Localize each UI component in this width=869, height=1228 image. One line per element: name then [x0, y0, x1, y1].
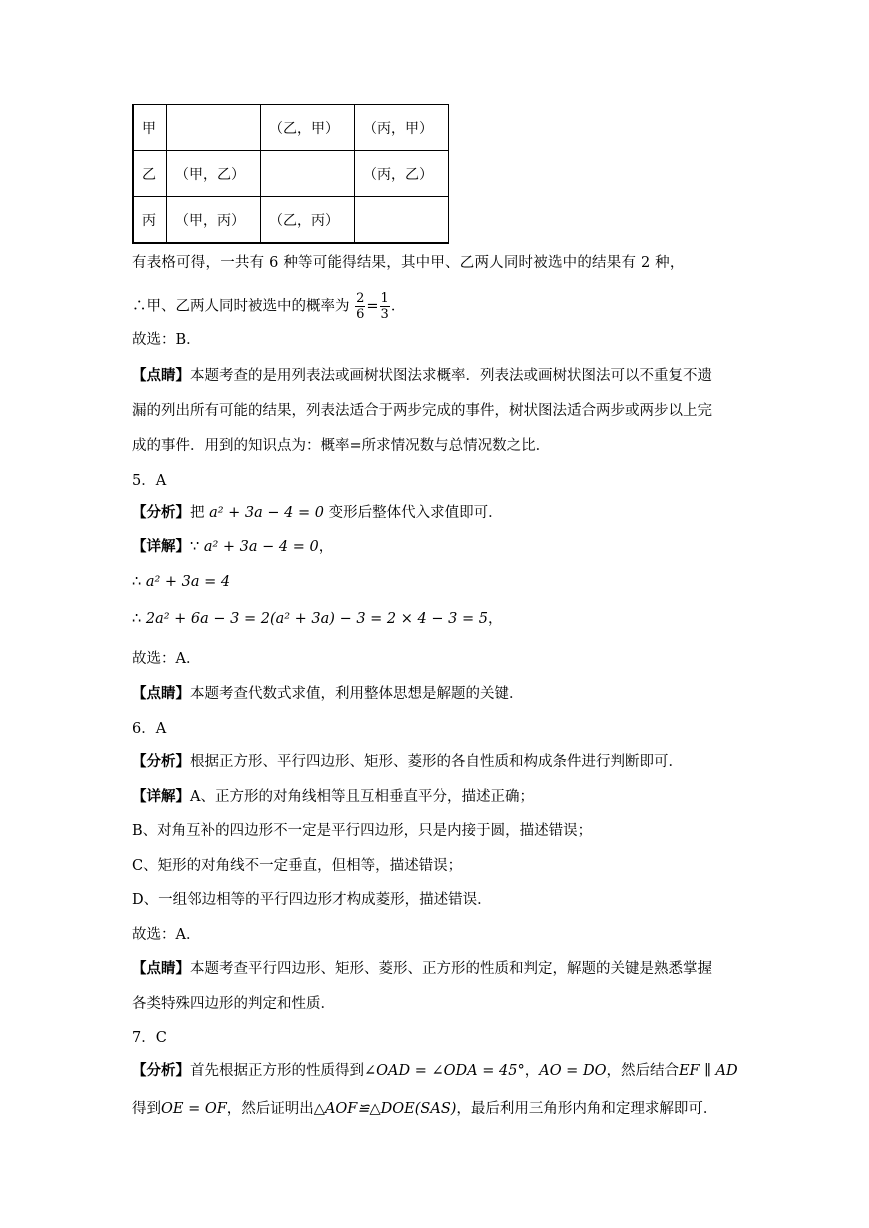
q6-number: 6．A	[132, 721, 167, 737]
analysis-tag: 【分析】	[132, 504, 190, 521]
fraction-numerator: 1	[380, 291, 389, 306]
analysis-text: 首先根据正方形的性质得到	[190, 1063, 364, 1079]
table-cell: 丙	[133, 197, 167, 244]
detail-tag: 【详解】	[132, 538, 190, 555]
q7-analysis-line-1	[132, 1061, 738, 1081]
because-symbol: ∵	[190, 539, 200, 555]
detail-text: A、正方形的对角线相等且互相垂直平分，描述正确；	[190, 789, 534, 805]
note-text: 本题考查代数式求值，利用整体思想是解题的关键．	[190, 686, 524, 702]
q6-note-line-1	[132, 959, 712, 979]
table-cell: （丙，乙）	[355, 151, 449, 197]
fraction-denominator: 6	[356, 307, 365, 322]
q4-note-line-1	[132, 366, 712, 386]
q6-answer: 故选：A．	[132, 927, 201, 943]
punctuation: ，	[487, 611, 503, 627]
analysis-text: 变形后整体代入求值即可．	[328, 505, 503, 521]
analysis-text: ，然后证明出	[226, 1101, 314, 1117]
table-cell	[355, 197, 449, 244]
detail-tag: 【详解】	[132, 788, 190, 805]
q4-probability-line	[132, 291, 405, 322]
therefore-symbol: ∴	[132, 611, 142, 627]
q5-detail	[132, 537, 333, 557]
punctuation: ，	[318, 539, 334, 555]
q4-prob-prefix: ∴甲、乙两人同时被选中的概率为	[132, 298, 350, 315]
period: ．	[390, 298, 406, 315]
q6-note-line-2: 各类特殊四边形的判定和性质．	[132, 996, 335, 1012]
note-text: 本题考查的是用列表法或画树状图法求概率．列表法或画树状图法可以不重复不遗	[190, 368, 712, 384]
q6-analysis	[132, 752, 683, 772]
analysis-text: 根据正方形、平行四边形、矩形、菱形的各自性质和构成条件进行判断即可．	[190, 754, 683, 770]
q6-option-c: C、矩形的对角线不一定垂直，但相等，描述错误；	[132, 858, 463, 874]
analysis-tag: 【分析】	[132, 1062, 190, 1079]
note-tag: 【点睛】	[132, 685, 190, 702]
math-expression: 2a² + 6a − 3 = 2(a² + 3a) − 3 = 2 × 4 − 3 = 5	[145, 611, 488, 627]
table-cell: 乙	[133, 151, 167, 197]
q4-answer: 故选：B．	[132, 332, 201, 348]
outcome-table	[132, 104, 449, 244]
table-row	[133, 197, 449, 244]
math-expression: △AOF≌△DOE(SAS)	[313, 1101, 457, 1117]
q7-number: 7．C	[132, 1030, 167, 1046]
analysis-text: 得到	[132, 1101, 161, 1117]
math-expression: a² + 3a − 4 = 0	[203, 539, 319, 555]
q7-analysis-line-2	[132, 1099, 717, 1119]
q5-note	[132, 684, 524, 704]
math-expression: AO = DO	[539, 1063, 607, 1079]
note-text: 本题考查平行四边形、矩形、菱形、正方形的性质和判定，解题的关键是熟悉掌握	[190, 961, 712, 977]
analysis-text: ，最后利用三角形内角和定理求解即可．	[456, 1101, 718, 1117]
table-row	[133, 105, 449, 151]
fraction-denominator: 3	[380, 307, 389, 322]
fraction	[355, 291, 365, 322]
math-expression: ∠OAD = ∠ODA = 45°	[364, 1063, 525, 1079]
fraction-numerator: 2	[356, 291, 365, 306]
math-expression: OE = OF	[161, 1101, 227, 1117]
table-cell: （甲，丙）	[167, 197, 261, 244]
table-row	[133, 151, 449, 197]
table-cell: （丙，甲）	[355, 105, 449, 151]
q4-note-line-3: 成的事件．用到的知识点为：概率=所求情况数与总情况数之比．	[132, 438, 551, 454]
table-cell	[261, 151, 355, 197]
math-expression: a² + 3a − 4 = 0	[209, 505, 324, 521]
table-cell: 甲	[133, 105, 167, 151]
q5-step-2	[132, 609, 502, 629]
fraction	[380, 291, 390, 322]
q5-step-1	[132, 572, 230, 592]
punctuation: ，	[524, 1063, 540, 1079]
table-cell: （甲，乙）	[167, 151, 261, 197]
q6-option-b: B、对角互补的四边形不一定是平行四边形，只是内接于圆，描述错误；	[132, 823, 593, 839]
q6-option-d: D、一组邻边相等的平行四边形才构成菱形，描述错误．	[132, 892, 492, 908]
analysis-text: ，然后结合	[606, 1063, 679, 1079]
q4-result-text: 有表格可得，一共有 6 种等可能得结果，其中甲、乙两人同时被选中的结果有 2 种，	[132, 255, 685, 271]
note-tag: 【点睛】	[132, 367, 190, 384]
math-expression: a² + 3a = 4	[145, 574, 231, 590]
analysis-text: 把	[190, 505, 205, 521]
note-tag: 【点睛】	[132, 960, 190, 977]
equals-sign: =	[366, 298, 379, 315]
table-cell: （乙，丙）	[261, 197, 355, 244]
q5-answer: 故选：A．	[132, 651, 201, 667]
q5-analysis	[132, 503, 503, 523]
q4-note-line-2: 漏的列出所有可能的结果，列表法适合于两步完成的事件，树状图法适合两步或两步以上完	[132, 403, 712, 419]
q6-detail	[132, 787, 534, 807]
table-cell: （乙，甲）	[261, 105, 355, 151]
q5-number: 5．A	[132, 473, 167, 489]
analysis-tag: 【分析】	[132, 753, 190, 770]
therefore-symbol: ∴	[132, 574, 142, 590]
table-cell	[167, 105, 261, 151]
math-expression: EF ∥ AD	[678, 1063, 738, 1079]
